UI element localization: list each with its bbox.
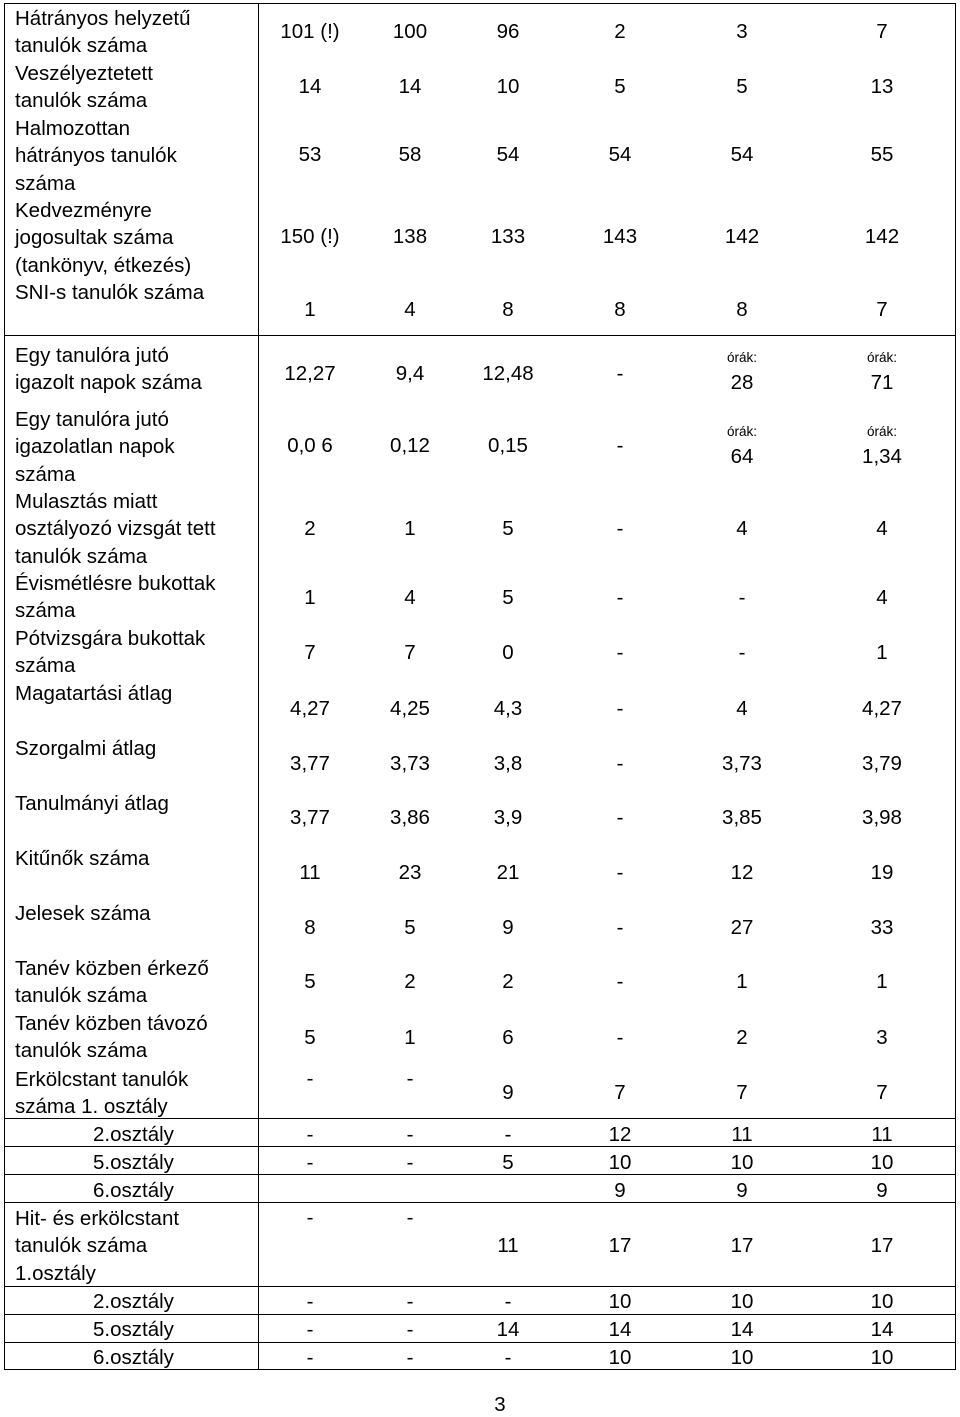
table-cell: 8 [502,298,514,321]
table-cell: 4 [876,517,888,540]
table-cell: 9,4 [395,362,425,385]
table-cell: 1 [404,517,416,540]
table-cell: 7 [736,1081,748,1104]
table-cell: 11 [497,1234,519,1257]
table-cell: 4 [404,298,416,321]
table-cell: 10 [608,1151,632,1174]
table-cell: 54 [730,143,754,166]
table-cell: 0 [502,641,514,664]
row-label: Szorgalmi átlag [15,737,157,760]
table-cell: 14 [496,1318,520,1341]
table-cell: - [616,916,624,939]
table-cell: 3,79 [862,752,902,775]
table-cell: 4 [736,697,748,720]
table-cell: - [406,1123,414,1146]
row-label: 6.osztály [93,1346,174,1369]
table-cell: 33 [870,916,894,939]
table-cell: - [406,1206,414,1229]
table-cell: 2 [304,517,316,540]
table-cell: - [406,1151,414,1174]
row-label: Tanév közben érkező tanulók száma [15,957,209,1008]
table-cell: 5 [304,1026,316,1049]
table-cell: 1 [404,1026,416,1049]
table-cell: - [616,586,624,609]
table-cell: 14 [298,75,322,98]
table-cell: 10 [870,1290,894,1313]
table-cell: 10 [870,1151,894,1174]
table-cell: - [616,362,624,385]
table-cell: 10 [730,1290,754,1313]
hours-prefix: órák: [726,350,757,365]
table-cell: - [504,1290,512,1313]
row-label: Veszélyeztetett tanulók száma [15,62,153,113]
row-label: Erkölcstant tanulók száma 1. osztály [15,1068,189,1119]
table-cell: 21 [496,861,520,884]
table-cell: 12,48 [482,362,534,385]
table-cell: 4,27 [290,697,330,720]
table-cell: 9 [614,1179,626,1202]
hours-prefix: órák: [726,424,757,439]
table-cell: 1 [736,970,748,993]
table-cell: 54 [608,143,632,166]
table-cell: 142 [724,225,760,248]
table-cell: 3,98 [862,806,902,829]
table-cell: 28 [730,371,754,394]
table-cell: 17 [730,1234,754,1257]
table-cell: 10 [608,1290,632,1313]
table-cell: 4,25 [390,697,430,720]
table-cell: 3,73 [722,752,762,775]
table-cell: 10 [870,1346,894,1369]
table-cell: 0,15 [488,434,528,457]
table-cell: 133 [490,225,526,248]
table-cell: 11 [871,1123,893,1146]
table-cell: - [306,1206,314,1229]
table-cell: 8 [614,298,626,321]
table-cell: 11 [731,1123,753,1146]
table-cell: 100 [392,20,428,43]
row-label: Mulasztás miatt osztályozó vizsgát tett tanulók száma [15,490,216,568]
table-cell: - [616,970,624,993]
row-label: 6.osztály [93,1179,174,1202]
table-cell: 3,8 [493,752,523,775]
table-cell: 4,27 [862,697,902,720]
table-cell: 64 [730,445,754,468]
table-cell: - [406,1290,414,1313]
table-cell: 53 [298,143,322,166]
table-cell: 3 [876,1026,888,1049]
table-cell: 7 [304,641,316,664]
table-cell: 2 [614,20,626,43]
row-label: Évismétlésre bukottak száma [15,572,216,623]
table-cell: - [616,806,624,829]
table-cell: 55 [870,143,894,166]
table-cell: 14 [608,1318,632,1341]
table-cell: - [738,641,746,664]
table-cell: 11 [299,861,321,884]
row-label: Egy tanulóra jutó igazolatlan napok száma [15,408,175,486]
row-label: Kitűnők száma [15,847,150,870]
row-label: 2.osztály [93,1123,174,1146]
table-cell: - [616,752,624,775]
table-cell: - [306,1123,314,1146]
table-cell: 5 [502,586,514,609]
table-cell: 8 [736,298,748,321]
hours-prefix: órák: [866,424,897,439]
table-cell: 7 [614,1081,626,1104]
table-cell: 5 [736,75,748,98]
row-label: 2.osztály [93,1290,174,1313]
table-cell: - [616,434,624,457]
table-cell: 1,34 [862,445,902,468]
table-cell: 143 [602,225,638,248]
table-cell: - [616,697,624,720]
table-cell: 54 [496,143,520,166]
table-cell: 3,85 [722,806,762,829]
table-cell: 7 [876,1081,888,1104]
table-cell: 7 [876,20,888,43]
row-label: SNI-s tanulók száma [15,281,205,304]
table-cell: 14 [730,1318,754,1341]
table-cell: 1 [876,641,888,664]
row-label: Tanulmányi átlag [15,792,169,815]
row-label: Kedvezményre jogosultak száma (tankönyv, étkezés) [15,199,192,277]
table-cell: - [306,1151,314,1174]
table-cell: 1 [304,586,316,609]
table-cell: - [738,586,746,609]
table-cell: 2 [502,970,514,993]
table-cell: 4 [736,517,748,540]
table-cell: 10 [608,1346,632,1369]
table-cell: - [616,1026,624,1049]
row-label: 5.osztály [93,1318,174,1341]
row-label: Egy tanulóra jutó igazolt napok száma [15,344,202,395]
table-cell: 6 [502,1026,514,1049]
table-cell: 12 [730,861,754,884]
table-cell: - [306,1067,314,1090]
table-cell: 71 [870,371,894,394]
table-cell: 12,27 [284,362,336,385]
table-cell: - [616,517,624,540]
row-label: Jelesek száma [15,902,151,925]
table-cell: - [504,1123,512,1146]
table-cell: 14 [870,1318,894,1341]
table-cell: 3,9 [493,806,523,829]
table-cell: 13 [870,75,894,98]
table-cell: 23 [398,861,422,884]
table-cell: 3,86 [390,806,430,829]
table-cell: 3,77 [290,752,330,775]
table-cell: 5 [502,1151,514,1174]
table-cell: 3 [736,20,748,43]
table-cell: - [616,641,624,664]
table-cell: 3,73 [390,752,430,775]
table-cell: 9 [736,1179,748,1202]
table-cell: - [406,1346,414,1369]
table-cell: 1 [876,970,888,993]
row-label: Hit- és erkölcstant tanulók száma 1.osztály [15,1207,180,1285]
table-cell: 5 [614,75,626,98]
table-cell: 19 [870,861,894,884]
table-cell: 96 [496,20,520,43]
table-cell: 1 [304,298,316,321]
row-label: Hátrányos helyzetű tanulók száma [15,7,191,58]
table-cell: 10 [496,75,520,98]
table-cell: - [306,1318,314,1341]
table-cell: 9 [876,1179,888,1202]
table-cell: 4 [404,586,416,609]
table-cell: 17 [870,1234,894,1257]
table-cell: 3,77 [290,806,330,829]
table-cell: 101 (!) [280,20,340,43]
table-cell: 58 [398,143,422,166]
table-cell: 5 [502,517,514,540]
table-cell: 5 [304,970,316,993]
row-label: Pótvizsgára bukottak száma [15,627,206,678]
table-cell: 9 [502,1081,514,1104]
table-cell: 8 [304,916,316,939]
table-cell: 12 [608,1123,632,1146]
table-cell: - [504,1346,512,1369]
table-cell: - [406,1067,414,1090]
page-number: 3 [494,1393,506,1416]
table-cell: 7 [876,298,888,321]
table-cell: 0,0 6 [287,434,333,457]
table-cell: 4 [876,586,888,609]
table-cell: 0,12 [390,434,430,457]
table-cell: - [306,1290,314,1313]
table-cell: 150 (!) [280,225,340,248]
table-cell: 7 [404,641,416,664]
table-cell: 2 [404,970,416,993]
table-cell: 9 [502,916,514,939]
table-cell: 138 [392,225,428,248]
table-cell: 14 [398,75,422,98]
table-cell: 27 [730,916,754,939]
table-cell: 10 [730,1346,754,1369]
table-cell: - [306,1346,314,1369]
table-cell: 4,3 [493,697,523,720]
table-cell: 142 [864,225,900,248]
hours-prefix: órák: [866,350,897,365]
row-label: 5.osztály [93,1151,174,1174]
table-cell: 10 [730,1151,754,1174]
table-cell: 2 [736,1026,748,1049]
row-divider [4,335,956,336]
row-label: Halmozottan hátrányos tanulók száma [15,117,177,195]
table-cell: - [616,861,624,884]
row-label: Tanév közben távozó tanulók száma [15,1012,208,1063]
table-cell: 17 [608,1234,632,1257]
row-label: Magatartási átlag [15,682,173,705]
table-cell: - [406,1318,414,1341]
table-cell: 5 [404,916,416,939]
